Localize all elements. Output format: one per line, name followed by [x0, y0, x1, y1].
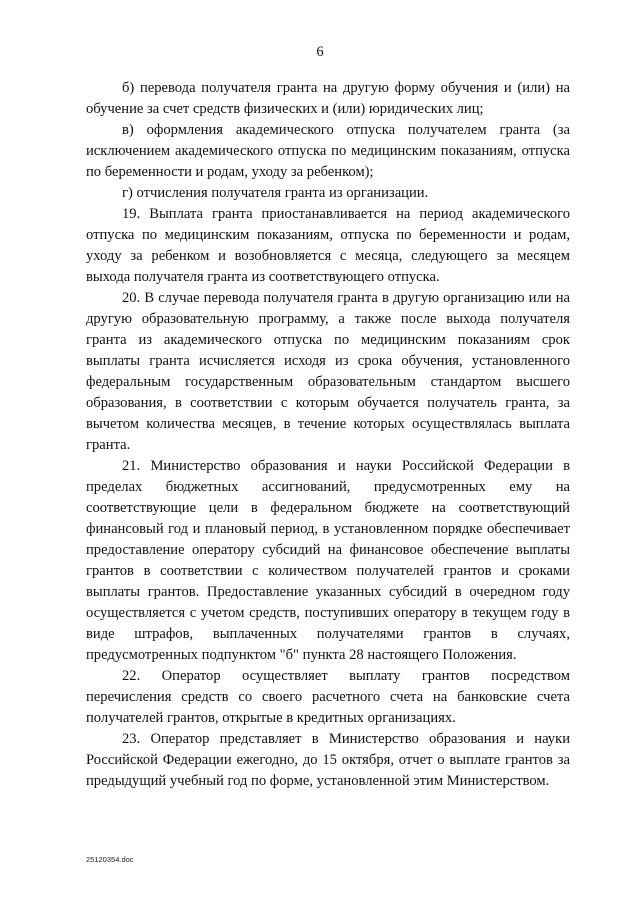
paragraph-sub-v: в) оформления академического отпуска получателем гранта (за исключением академического отпуска по медицинским показаниям, отпуска по беременности и родам, уходу за ребенком);	[86, 122, 570, 180]
document-file-code: 25120354.doc	[86, 855, 134, 864]
page-number: 6	[316, 44, 324, 60]
paragraph-sub-g: г) отчисления получателя гранта из организации.	[122, 185, 429, 201]
paragraph-19: 19. Выплата гранта приостанавливается на период академического отпуска по медицинским показаниям, отпуска по беременности и родам, уходу за ребенком и возобновляется с месяца, следующего за месяцем выхода получателя гранта из соответствующего отпуска.	[86, 206, 570, 285]
paragraph-22: 22. Оператор осуществляет выплату грантов посредством перечисления средств со своего расчетного счета на банковские счета получателей грантов, открытые в кредитных организациях.	[86, 668, 570, 726]
paragraph-sub-b: б) перевода получателя гранта на другую форму обучения и (или) на обучение за счет средств физических и (или) юридических лиц;	[86, 80, 570, 117]
paragraph-21: 21. Министерство образования и науки Российской Федерации в пределах бюджетных ассигнований, предусмотренных ему на соответствующие цели в федеральном бюджете на соответствующий финансовый год и плановый период, в установленном порядке обеспечивает предоставление оператору субсидий на финансовое обеспечение выплаты грантов в соответствии с количеством получателей грантов и сроками выплаты грантов. Предоставление указанных субсидий в очередном году осуществляется с учетом средств, поступивших оператору в текущем году в виде штрафов, выплаченных получателями грантов в случаях, предусмотренных подпунктом "б" пункта 28 настоящего Положения.	[86, 458, 570, 663]
paragraph-20: 20. В случае перевода получателя гранта в другую организацию или на другую образовательную программу, а также после выхода получателя гранта из академического отпуска по медицинским показаниям срок выплаты гранта исчисляется исходя из срока обучения, установленного федеральным государственным образовательным стандартом высшего образования, в соответствии с которым обучается получатель гранта, за вычетом количества месяцев, в течение которых осуществлялась выплата гранта.	[86, 290, 570, 453]
paragraph-23: 23. Оператор представляет в Министерство образования и науки Российской Федерации ежегодно, до 15 октября, отчет о выплате грантов за предыдущий учебный год по форме, установленной этим Министерством.	[86, 731, 570, 789]
document-body	[86, 78, 570, 792]
